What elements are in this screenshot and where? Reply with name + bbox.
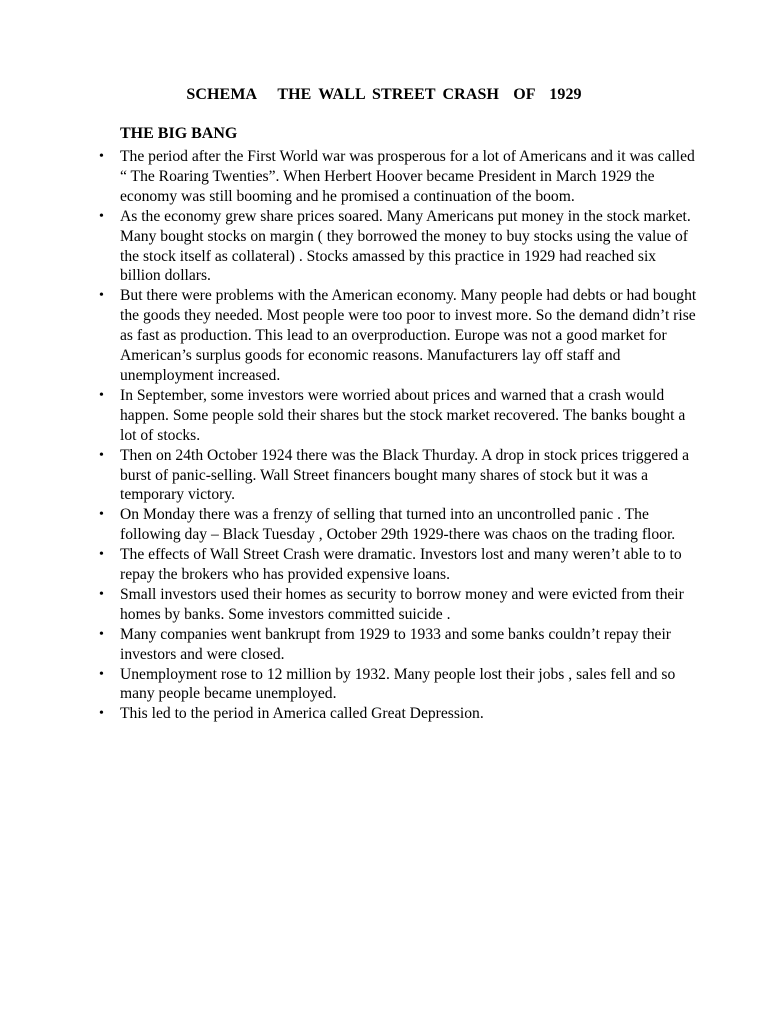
list-item-text: Unemployment rose to 12 million by 1932. Many people lost their jobs , sales fell and so many people became unemployed. — [120, 665, 676, 703]
list-item-text: On Monday there was a frenzy of selling that turned into an uncontrolled panic . The following day – Black Tuesday , October 29th 1929-there was chaos on the trading floor. — [120, 506, 676, 544]
list-item — [99, 147, 698, 207]
bullet-icon: • — [99, 208, 104, 224]
list-item-text: But there were problems with the American economy. Many people had debts or had bought the goods they needed. Most people were too poor to invest more. So the demand didn’t rise as fast as production. This lead to an overproduction. Europe was not a good market for American’s surplus goods for economic reasons. Manufacturers lay off staff and unemployment increased. — [120, 287, 697, 384]
list-item — [99, 665, 698, 705]
list-item — [99, 446, 698, 506]
list-item-text: Small investors used their homes as security to borrow money and were evicted from their homes by banks. Some investors committed suicide . — [120, 585, 684, 623]
list-item-text: In September, some investors were worried about prices and warned that a crash would happen. Some people sold their shares but the stock market recovered. The banks bought a lot of stocks. — [120, 386, 686, 444]
bullet-list — [99, 147, 698, 724]
section-heading: THE BIG BANG — [120, 125, 238, 142]
list-item — [99, 704, 698, 724]
list-item — [99, 585, 698, 625]
bullet-icon: • — [99, 586, 104, 602]
bullet-icon: • — [99, 547, 104, 563]
bullet-icon: • — [99, 626, 104, 642]
list-item-text: Many companies went bankrupt from 1929 to 1933 and some banks couldn’t repay their investors and were closed. — [120, 625, 672, 663]
list-item — [99, 505, 698, 545]
bullet-icon: • — [99, 288, 104, 304]
list-item — [99, 386, 698, 446]
list-item — [99, 625, 698, 665]
bullet-icon: • — [99, 149, 104, 164]
bullet-icon: • — [99, 507, 104, 523]
list-item — [99, 545, 698, 585]
bullet-icon: • — [99, 447, 104, 463]
list-item-text: As the economy grew share prices soared. Many Americans put money in the stock market. Many bought stocks on margin ( they borrowed the money to buy stocks using the value of the stock itself as collateral) . Stocks amassed by this practice in 1929 had reached six billion dollars. — [120, 207, 691, 285]
bullet-icon: • — [99, 387, 104, 403]
bullet-icon: • — [99, 706, 104, 722]
list-item-text: Then on 24th October 1924 there was the Black Thurday. A drop in stock prices triggered a burst of panic-selling. Wall Street financers bought many shares of stock but it was a temporary victory. — [120, 446, 690, 504]
bullet-icon: • — [99, 666, 104, 682]
list-item-text: The period after the First World war was prosperous for a lot of Americans and it was called “ The Roaring Twenties”. When Herbert Hoover became President in March 1929 the economy was still booming and he promised a continuation of the boom. — [120, 148, 695, 205]
list-item — [99, 286, 698, 386]
document-title: SCHEMA THE WALL STREET CRASH OF 1929 — [186, 86, 582, 103]
list-item-text: The effects of Wall Street Crash were dramatic. Investors lost and many weren’t able to to repay the brokers who has provided expensive loans. — [120, 546, 682, 584]
list-item-text: This led to the period in America called Great Depression. — [120, 705, 484, 723]
list-item — [99, 207, 698, 287]
